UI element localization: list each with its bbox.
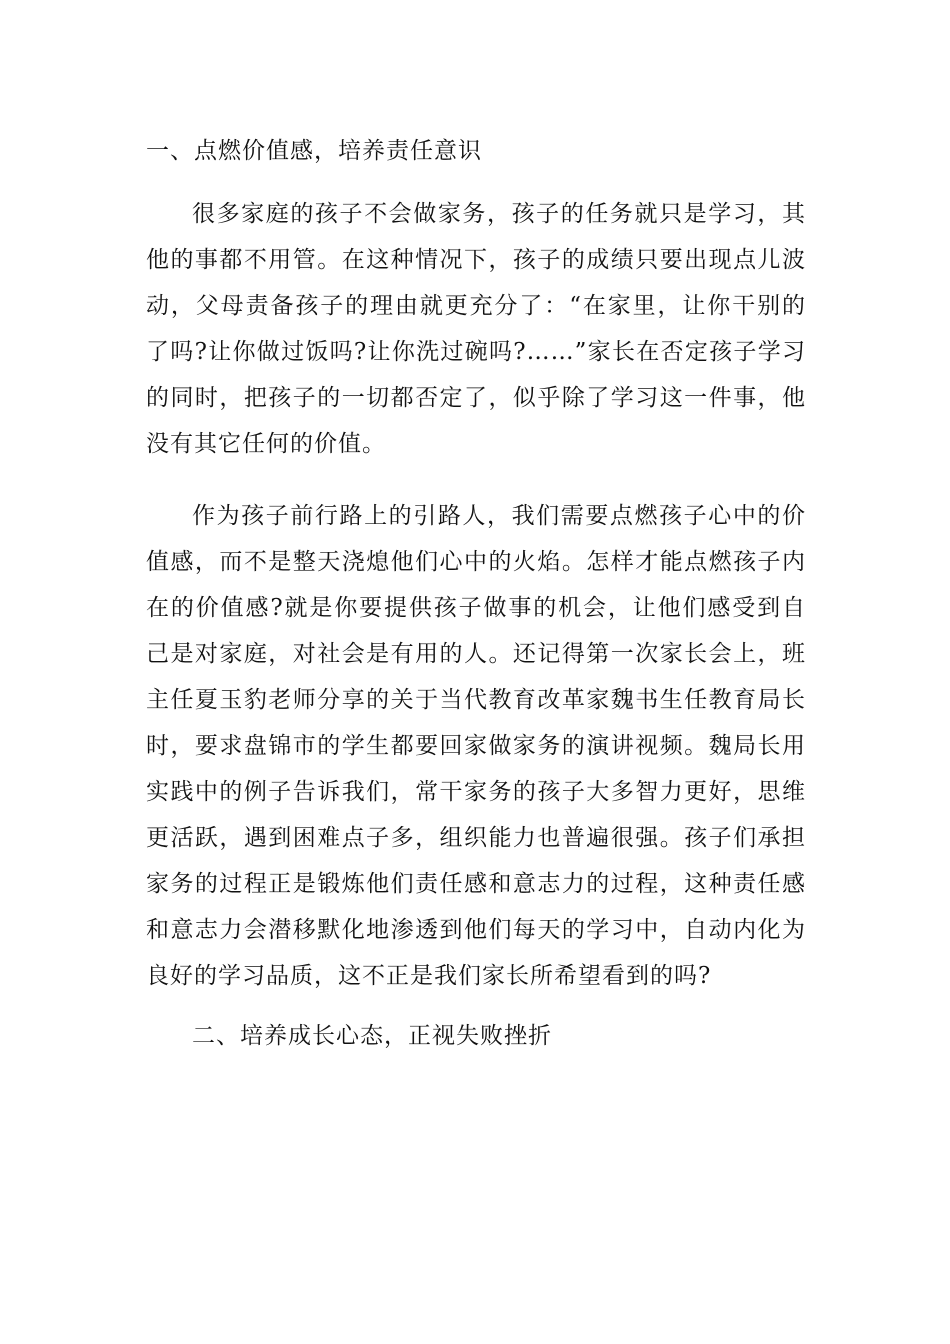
section-heading-1: 一、点燃价值感，培养责任意识 [146, 138, 482, 164]
paragraph-1: 很多家庭的孩子不会做家务，孩子的任务就只是学习，其他的事都不用管。在这种情况下，孩子的成绩只要出现点儿波动，父母责备孩子的理由就更充分了：“在家里，让你干别的了吗?让你做过饭吗?让你洗过碗吗?……”家长在否定孩子学习的同时，把孩子的一切都否定了，似乎除了学习这一件事，他没有其它任何的价值。 [146, 201, 806, 457]
section-heading-2: 二、培养成长心态，正视失败挫折 [192, 1023, 552, 1049]
document-body [146, 128, 806, 1059]
paragraph-2: 作为孩子前行路上的引路人，我们需要点燃孩子心中的价值感，而不是整天浇熄他们心中的火焰。怎样才能点燃孩子内在的价值感?就是你要提供孩子做事的机会，让他们感受到自己是对家庭，对社会是有用的人。还记得第一次家长会上，班主任夏玉豹老师分享的关于当代教育改革家魏书生任教育局长时，要求盘锦市的学生都要回家做家务的演讲视频。魏局长用实践中的例子告诉我们，常干家务的孩子大多智力更好，思维更活跃，遇到困难点子多，组织能力也普遍很强。孩子们承担家务的过程正是锻炼他们责任感和意志力的过程，这种责任感和意志力会潜移默化地渗透到他们每天的学习中，自动内化为良好的学习品质，这不正是我们家长所希望看到的吗? [146, 503, 806, 989]
